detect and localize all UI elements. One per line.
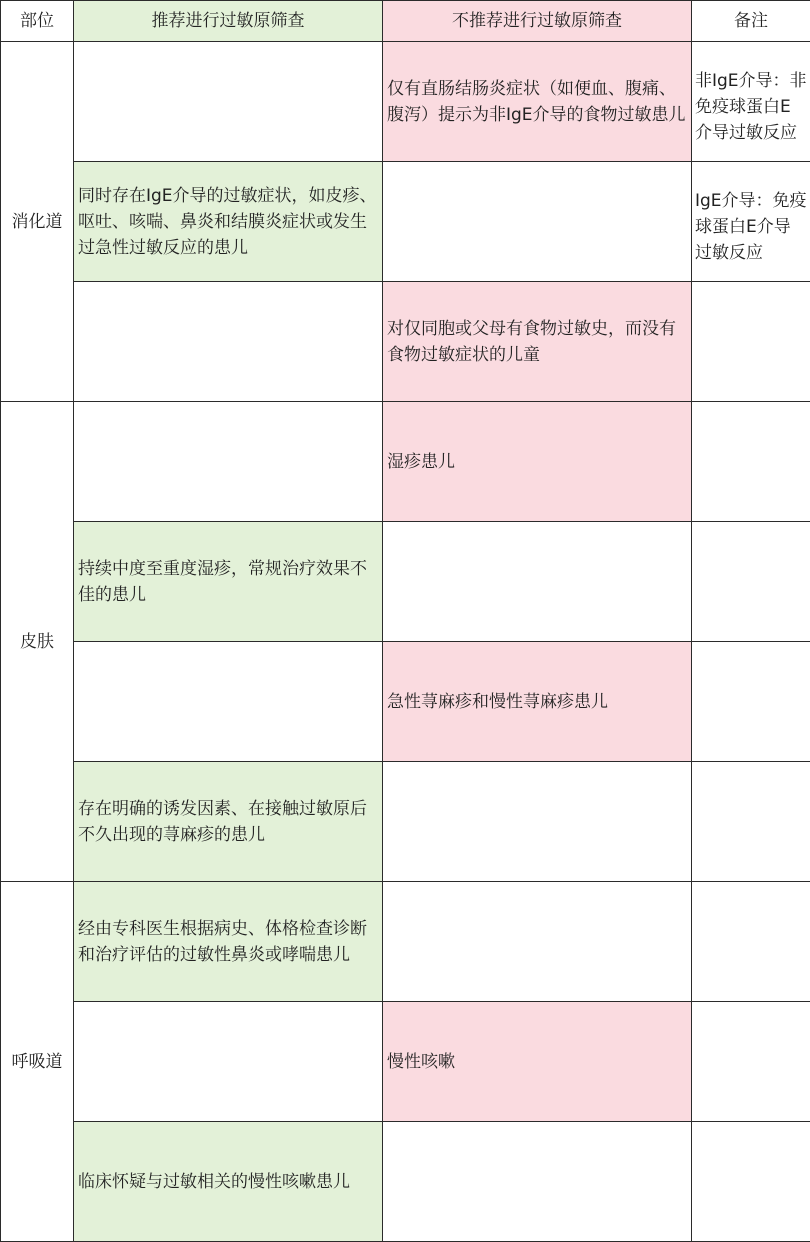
not-recommended-cell <box>383 162 692 282</box>
note-cell <box>692 282 810 402</box>
recommended-cell <box>74 402 383 522</box>
table-row <box>1 282 810 402</box>
recommended-cell: 同时存在IgE介导的过敏症状，如皮疹、呕吐、咳喘、鼻炎和结膜炎症状或发生过急性过敏反应的患儿 <box>74 162 383 282</box>
header-notes: 备注 <box>692 1 810 42</box>
table-row <box>1 42 810 162</box>
header-not-recommended: 不推荐进行过敏原筛查 <box>383 1 692 42</box>
not-recommended-cell <box>383 762 692 882</box>
not-recommended-cell: 仅有直肠结肠炎症状（如便血、腹痛、腹泻）提示为非IgE介导的食物过敏患儿 <box>383 42 692 162</box>
header-part: 部位 <box>1 1 74 42</box>
table-row <box>1 882 810 1002</box>
not-recommended-cell <box>383 882 692 1002</box>
table-row <box>1 1122 810 1242</box>
recommended-cell: 临床怀疑与过敏相关的慢性咳嗽患儿 <box>74 1122 383 1242</box>
recommended-cell <box>74 282 383 402</box>
note-cell <box>692 882 810 1002</box>
note-cell: IgE介导：免疫球蛋白E介导过敏反应 <box>692 162 810 282</box>
header-row <box>1 1 810 42</box>
part-respiratory: 呼吸道 <box>1 882 74 1242</box>
note-cell <box>692 522 810 642</box>
note-cell <box>692 1002 810 1122</box>
table-row <box>1 402 810 522</box>
header-recommended: 推荐进行过敏原筛查 <box>74 1 383 42</box>
recommended-cell <box>74 1002 383 1122</box>
part-digestive: 消化道 <box>1 42 74 402</box>
part-skin: 皮肤 <box>1 402 74 882</box>
table-row <box>1 642 810 762</box>
table-row <box>1 1002 810 1122</box>
table-row <box>1 162 810 282</box>
note-cell <box>692 402 810 522</box>
recommended-cell: 持续中度至重度湿疹，常规治疗效果不佳的患儿 <box>74 522 383 642</box>
recommended-cell <box>74 642 383 762</box>
not-recommended-cell: 对仅同胞或父母有食物过敏史，而没有食物过敏症状的儿童 <box>383 282 692 402</box>
note-cell: 非IgE介导：非免疫球蛋白E介导过敏反应 <box>692 42 810 162</box>
not-recommended-cell: 急性荨麻疹和慢性荨麻疹患儿 <box>383 642 692 762</box>
not-recommended-cell: 湿疹患儿 <box>383 402 692 522</box>
table-row <box>1 522 810 642</box>
not-recommended-cell <box>383 1122 692 1242</box>
not-recommended-cell <box>383 522 692 642</box>
not-recommended-cell: 慢性咳嗽 <box>383 1002 692 1122</box>
note-cell <box>692 1122 810 1242</box>
recommended-cell <box>74 42 383 162</box>
table-row <box>1 762 810 882</box>
recommended-cell: 经由专科医生根据病史、体格检查诊断和治疗评估的过敏性鼻炎或哮喘患儿 <box>74 882 383 1002</box>
note-cell <box>692 762 810 882</box>
note-cell <box>692 642 810 762</box>
recommended-cell: 存在明确的诱发因素、在接触过敏原后不久出现的荨麻疹的患儿 <box>74 762 383 882</box>
